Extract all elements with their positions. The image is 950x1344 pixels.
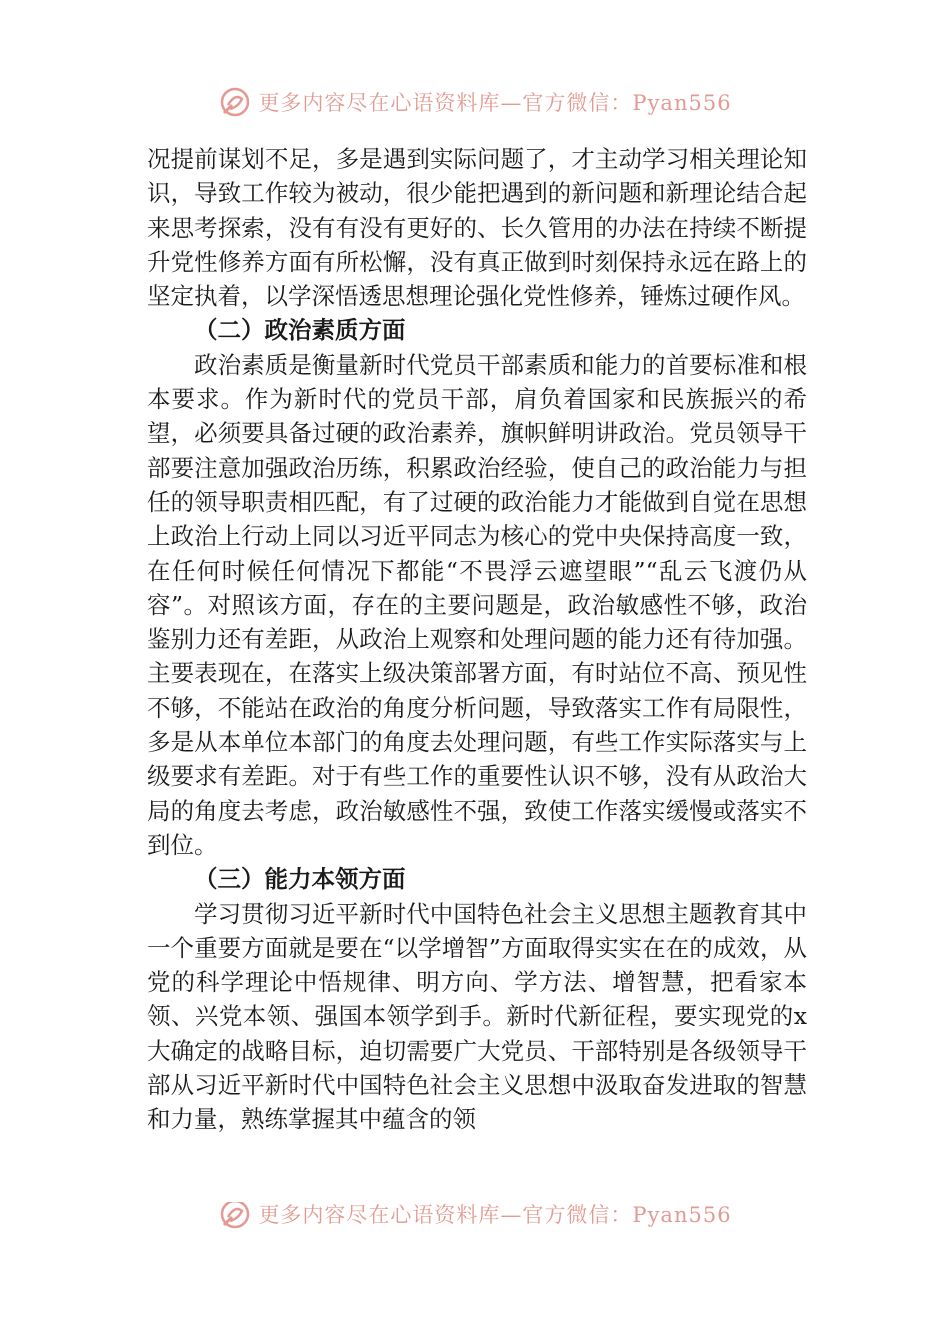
paragraph-political-quality: 政治素质是衡量新时代党员干部素质和能力的首要标准和根本要求。作为新时代的党员干部，肩负着国家和民族振兴的希望，必须要具备过硬的政治素养，旗帜鲜明讲政治。党员领导干部要注意加强政治历练，积累政治经验，使自己的政治能力与担任的领导职责相匹配，有了过硬的政治能力才能做到自觉在思想上政治上行动上同以习近平同志为核心的党中央保持高度一致，在任何时候任何情况下都能“不畏浮云遮望眼”“乱云飞渡仍从容”。对照该方面，存在的主要问题是，政治敏感性不够，政治鉴别力还有差距，从政治上观察和处理问题的能力还有待加强。主要表现在，在落实上级决策部署方面，有时站位不高、预见性不够，不能站在政治的角度分析问题，导致落实工作有局限性，多是从本单位本部门的角度去处理问题，有些工作实际落实与上级要求有差距。对于有些工作的重要性认识不够，没有从政治大局的角度去考虑，政治敏感性不强，致使工作落实缓慢或落实不到位。	[147, 350, 807, 859]
paragraph-continuation: 况提前谋划不足，多是遇到实际问题了，才主动学习相关理论知识，导致工作较为被动，很少能把遇到的新问题和新理论结合起来思考探索，没有有没有更好的、长久管用的办法在持续不断提升党性修养方面有所松懈，没有真正做到时刻保持永远在路上的坚定执着，以学深悟透思想理论强化党性修养，锤炼过硬作风。	[147, 145, 807, 311]
watermark-text: 更多内容尽在心语资料库—官方微信：Pyan556	[258, 91, 732, 115]
document-body	[147, 142, 807, 1137]
watermark-footer	[0, 1202, 950, 1236]
paragraph-ability: 学习贯彻习近平新时代中国特色社会主义思想主题教育其中一个重要方面就是要在“以学增智”方面取得实实在在的成效，从党的科学理论中悟规律、明方向、学方法、增智慧，把看家本领、兴党本领、强国本领学到手。新时代新征程，要实现党的x大确定的战略目标，迫切需要广大党员、干部特别是各级领导干部从习近平新时代中国特色社会主义思想中汲取奋发进取的智慧和力量，熟练掌握其中蕴含的领	[147, 899, 807, 1134]
section-heading-political-quality: （二）政治素质方面	[194, 316, 406, 345]
watermark-text: 更多内容尽在心语资料库—官方微信：Pyan556	[258, 1203, 732, 1227]
section-heading-ability: （三）能力本领方面	[194, 865, 406, 894]
logo-icon	[218, 1202, 252, 1231]
watermark-header	[0, 82, 950, 122]
logo-icon	[218, 85, 252, 119]
